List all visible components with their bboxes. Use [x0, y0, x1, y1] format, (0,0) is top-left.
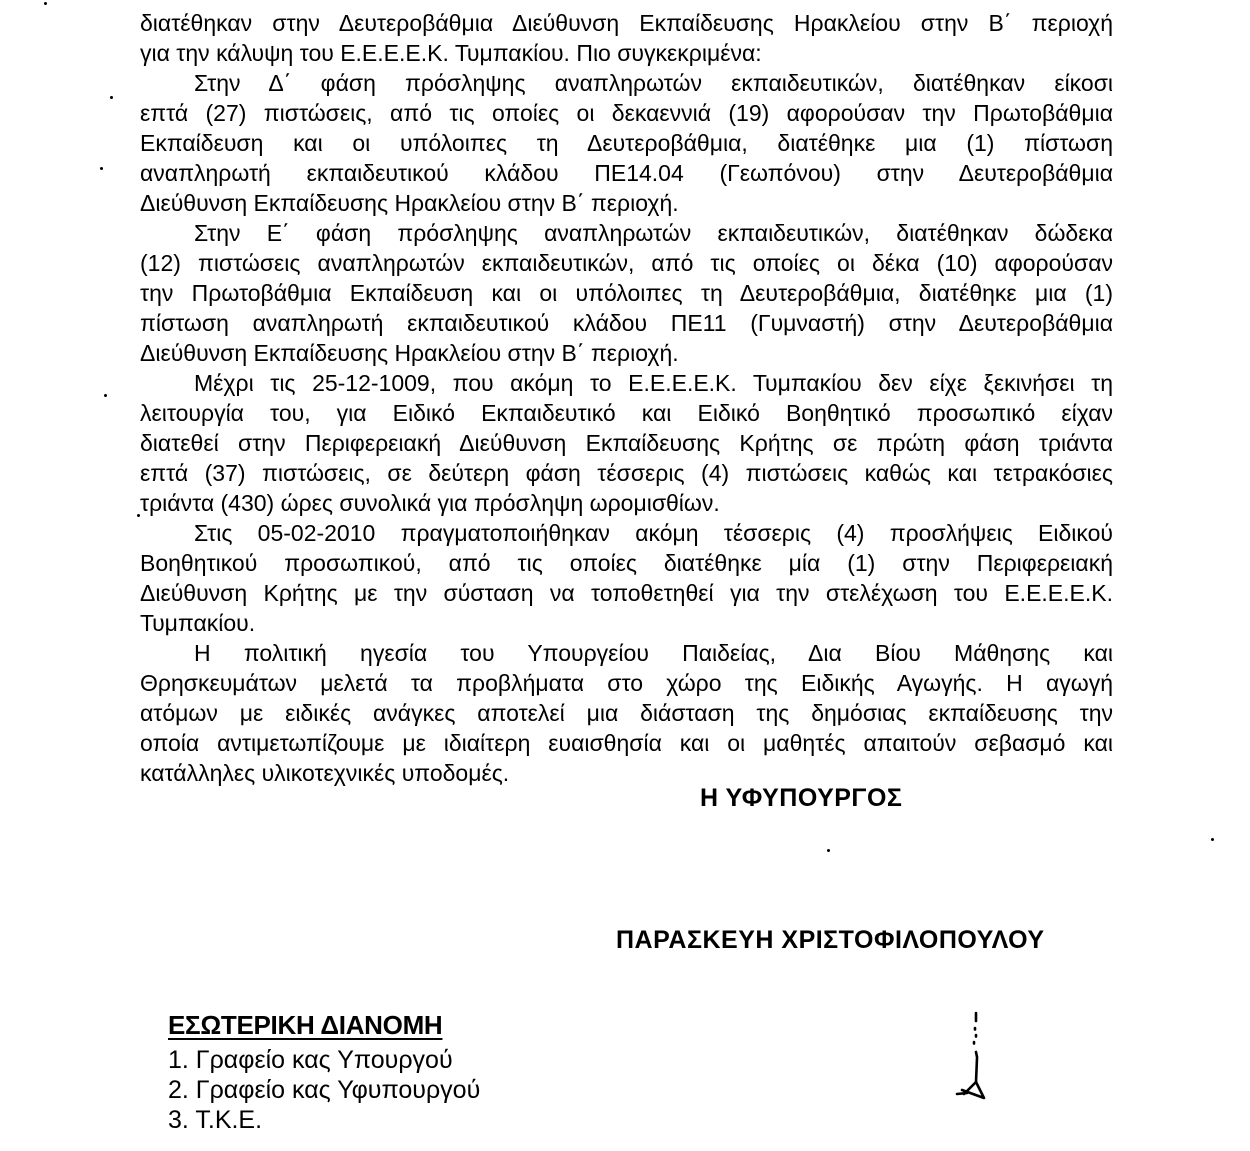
body-line: Διεύθυνση Εκπαίδευσης Ηρακλείου στην Β΄ περιοχή. [140, 340, 679, 366]
scan-speck [44, 2, 47, 5]
scan-speck [104, 394, 107, 397]
body-line: πίστωση αναπληρωτή εκπαιδευτικού κλάδου ΠΕ11 (Γυμναστή) στην Δευτεροβάθμια [140, 310, 1113, 336]
paragraph [140, 8, 1113, 68]
distribution-item-2: 2. Γραφείο κας Υφυπουργού [168, 1076, 481, 1104]
scan-speck [137, 514, 140, 517]
body-line: κατάλληλες υλικοτεχνικές υποδομές. [140, 760, 510, 786]
body-line: λειτουργία του, για Ειδικό Εκπαιδευτικό και Ειδικό Βοηθητικό προσωπικό είχαν [140, 400, 1113, 426]
body-line: Βοηθητικού προσωπικού, από τις οποίες διατέθηκε μία (1) στην Περιφερειακή [140, 550, 1113, 576]
body-line: αναπληρωτή εκπαιδευτικού κλάδου ΠΕ14.04 (Γεωπόνου) στην Δευτεροβάθμια [140, 160, 1113, 186]
body-line: Διεύθυνση Κρήτης με την σύσταση να τοποθετηθεί για την στελέχωση του Ε.Ε.Ε.Ε.Κ. [140, 580, 1113, 606]
body-line: οποία αντιμετωπίζουμε με ιδιαίτερη ευαισθησία και οι μαθητές απαιτούν σεβασμό και [140, 730, 1113, 756]
body-line: Η πολιτική ηγεσία του Υπουργείου Παιδείας, Δια Βίου Μάθησης και [194, 640, 1113, 666]
body-line: Τυμπακίου. [140, 610, 256, 636]
body-line: ατόμων με ειδικές ανάγκες αποτελεί μια διάσταση της δημόσιας εκπαίδευσης την [140, 700, 1113, 726]
paragraph [140, 638, 1113, 788]
body-line: Στην Ε΄ φάση πρόσληψης αναπληρωτών εκπαιδευτικών, διατέθηκαν δώδεκα [194, 220, 1113, 246]
signature-role: Η ΥΦΥΠΟΥΡΓΟΣ [700, 784, 903, 812]
body-line: για την κάλυψη του Ε.Ε.Ε.Ε.Κ. Τυμπακίου. Πιο συγκεκριμένα: [140, 40, 762, 66]
scan-speck [1211, 838, 1214, 841]
document-body [140, 8, 1113, 788]
pen-scribble-mark [940, 1008, 1000, 1108]
distribution-item-3: 3. Τ.Κ.Ε. [168, 1106, 263, 1134]
internal-distribution-title: ΕΣΩΤΕΡΙΚΗ ΔΙΑΝΟΜΗ [168, 1010, 443, 1040]
paragraph [140, 518, 1113, 638]
internal-distribution-section [168, 1010, 480, 1135]
body-line: διατέθηκαν στην Δευτεροβάθμια Διεύθυνση Εκπαίδευσης Ηρακλείου στην Β΄ περιοχή [140, 10, 1113, 36]
scan-speck [100, 167, 103, 170]
scan-speck [827, 849, 830, 852]
signature-name: ΠΑΡΑΣΚΕΥΗ ΧΡΙΣΤΟΦΙΛΟΠΟΥΛΟΥ [616, 926, 1045, 954]
body-line: την Πρωτοβάθμια Εκπαίδευση και οι υπόλοιπες τη Δευτεροβάθμια, διατέθηκε μια (1) [140, 280, 1113, 306]
body-line: τριάντα (430) ώρες συνολικά για πρόσληψη ωρομισθίων. [140, 490, 720, 516]
body-line: διατεθεί στην Περιφερειακή Διεύθυνση Εκπαίδευσης Κρήτης σε πρώτη φάση τριάντα [140, 430, 1113, 456]
body-line: Στις 05-02-2010 πραγματοποιήθηκαν ακόμη τέσσερις (4) προσλήψεις Ειδικού [194, 520, 1113, 546]
body-line: (12) πιστώσεις αναπληρωτών εκπαιδευτικών, από τις οποίες οι δέκα (10) αφορούσαν [140, 250, 1113, 276]
scan-speck [110, 96, 113, 99]
body-line: Θρησκευμάτων μελετά τα προβλήματα στο χώρο της Ειδικής Αγωγής. Η αγωγή [140, 670, 1113, 696]
body-line: Εκπαίδευση και οι υπόλοιπες τη Δευτεροβάθμια, διατέθηκε μια (1) πίστωση [140, 130, 1113, 156]
paragraph [140, 218, 1113, 368]
body-line: Στην Δ΄ φάση πρόσληψης αναπληρωτών εκπαιδευτικών, διατέθηκαν είκοσι [194, 70, 1113, 96]
distribution-item-1: 1. Γραφείο κας Υπουργού [168, 1046, 453, 1074]
paragraph [140, 368, 1113, 518]
body-line: Μέχρι τις 25-12-1009, που ακόμη το Ε.Ε.Ε.Ε.Κ. Τυμπακίου δεν είχε ξεκινήσει τη [194, 370, 1113, 396]
body-line: επτά (37) πιστώσεις, σε δεύτερη φάση τέσσερις (4) πιστώσεις καθώς και τετρακόσιες [140, 460, 1113, 486]
body-line: Διεύθυνση Εκπαίδευσης Ηρακλείου στην Β΄ περιοχή. [140, 190, 679, 216]
paragraph [140, 68, 1113, 218]
body-line: επτά (27) πιστώσεις, από τις οποίες οι δεκαεννιά (19) αφορούσαν την Πρωτοβάθμια [140, 100, 1113, 126]
